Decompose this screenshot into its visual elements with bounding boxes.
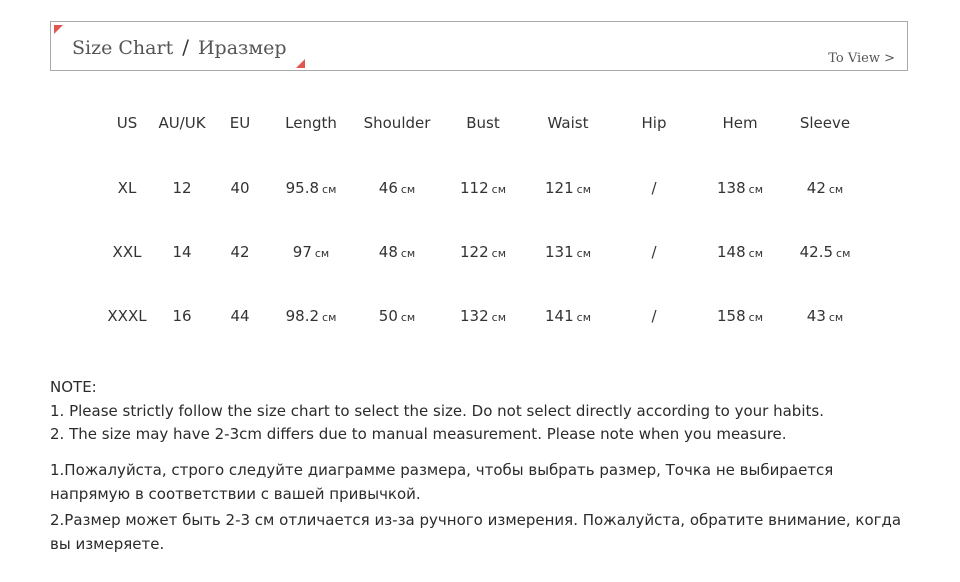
column-header-shoulder: Shoulder <box>363 114 431 132</box>
column-header-length: Length <box>285 114 337 132</box>
to-view-link[interactable]: To View > <box>828 51 895 66</box>
note-en-2: 2. The size may have 2-3cm differs due to manual measurement. Please note when you measure. <box>50 425 787 443</box>
column-header-bust: Bust <box>466 114 500 132</box>
unit-label: см <box>576 311 591 324</box>
cell-xxxl-hip: / <box>651 307 657 325</box>
cell-xxl-waist: 131 см <box>545 243 591 261</box>
cell-xxxl-waist: 141 см <box>545 307 591 325</box>
cell-xl-au-uk: 12 <box>172 179 192 197</box>
cell-xxl-eu: 42 <box>230 243 250 261</box>
cell-xxl-us: XXL <box>112 243 142 261</box>
unit-label: см <box>828 183 844 196</box>
unit-label: см <box>322 311 337 324</box>
unit-label: см <box>748 311 763 324</box>
cell-xxxl-bust: 132 см <box>460 307 506 325</box>
cell-xl-hip: / <box>651 179 657 197</box>
note-en-1: 1. Please strictly follow the size chart to select the size. Do not select directly according to your habits. <box>50 401 824 420</box>
cell-xl-waist: 121 см <box>545 179 591 197</box>
unit-label: см <box>576 183 591 196</box>
cell-xxxl-length: 98.2 см <box>285 307 337 325</box>
cell-xl-shoulder: 46 см <box>378 179 416 197</box>
cell-xxxl-shoulder: 50 см <box>378 307 416 325</box>
notes-section <box>50 376 910 556</box>
title-english: Size Chart <box>72 37 174 59</box>
unit-label: см <box>400 247 416 260</box>
cell-xl-hem: 138 см <box>717 179 763 197</box>
column-header-waist: Waist <box>547 114 589 132</box>
cell-xxl-hem: 148 см <box>717 243 763 261</box>
cell-xxl-bust: 122 см <box>460 243 506 261</box>
column-header-sleeve: Sleeve <box>799 114 851 132</box>
unit-label: см <box>400 311 416 324</box>
cell-xxxl-eu: 44 <box>230 307 250 325</box>
unit-label: см <box>828 311 844 324</box>
cell-xxxl-hem: 158 см <box>717 307 763 325</box>
cell-xl-sleeve: 42 см <box>806 179 844 197</box>
cell-xxl-length: 97 см <box>292 243 330 261</box>
unit-label: см <box>491 247 506 260</box>
unit-label: см <box>491 311 506 324</box>
unit-label: см <box>322 183 337 196</box>
cell-xxl-hip: / <box>651 243 657 261</box>
unit-label: см <box>400 183 416 196</box>
cell-xxl-sleeve: 42.5 см <box>799 243 851 261</box>
cell-xxl-shoulder: 48 см <box>378 243 416 261</box>
unit-label: см <box>576 247 591 260</box>
unit-label: см <box>836 247 851 260</box>
cell-xxl-au-uk: 14 <box>172 243 192 261</box>
cell-xl-bust: 112 см <box>460 179 506 197</box>
cell-xxxl-sleeve: 43 см <box>806 307 844 325</box>
title-russian: Иразмер <box>197 37 287 59</box>
unit-label: см <box>748 247 763 260</box>
cell-xxxl-au-uk: 16 <box>172 307 192 325</box>
column-header-us: US <box>116 114 138 132</box>
cell-xl-eu: 40 <box>230 179 250 197</box>
column-header-eu: EU <box>229 114 251 132</box>
note-ru-2: 2.Размер может быть 2-3 см отличается из-за ручного измерения. Пожалуйста, обратите внимание, когда вы измеряете. <box>50 510 902 553</box>
unit-label: см <box>314 247 330 260</box>
notes-heading: NOTE: <box>50 378 97 396</box>
column-header-hem: Hem <box>722 114 758 132</box>
unit-label: см <box>748 183 763 196</box>
cell-xl-us: XL <box>117 179 137 197</box>
cell-xl-length: 95.8 см <box>285 179 337 197</box>
title-separator: / <box>182 35 189 59</box>
cell-xxxl-us: XXXL <box>107 307 147 325</box>
column-header-hip: Hip <box>641 114 667 132</box>
column-header-au-uk: AU/UK <box>158 114 206 132</box>
unit-label: см <box>491 183 506 196</box>
note-ru-1: 1.Пожалуйста, строго следуйте диаграмме размера, чтобы выбрать размер, Точка не выбирается напрямую в соответствии с вашей привычкой. <box>50 460 834 503</box>
